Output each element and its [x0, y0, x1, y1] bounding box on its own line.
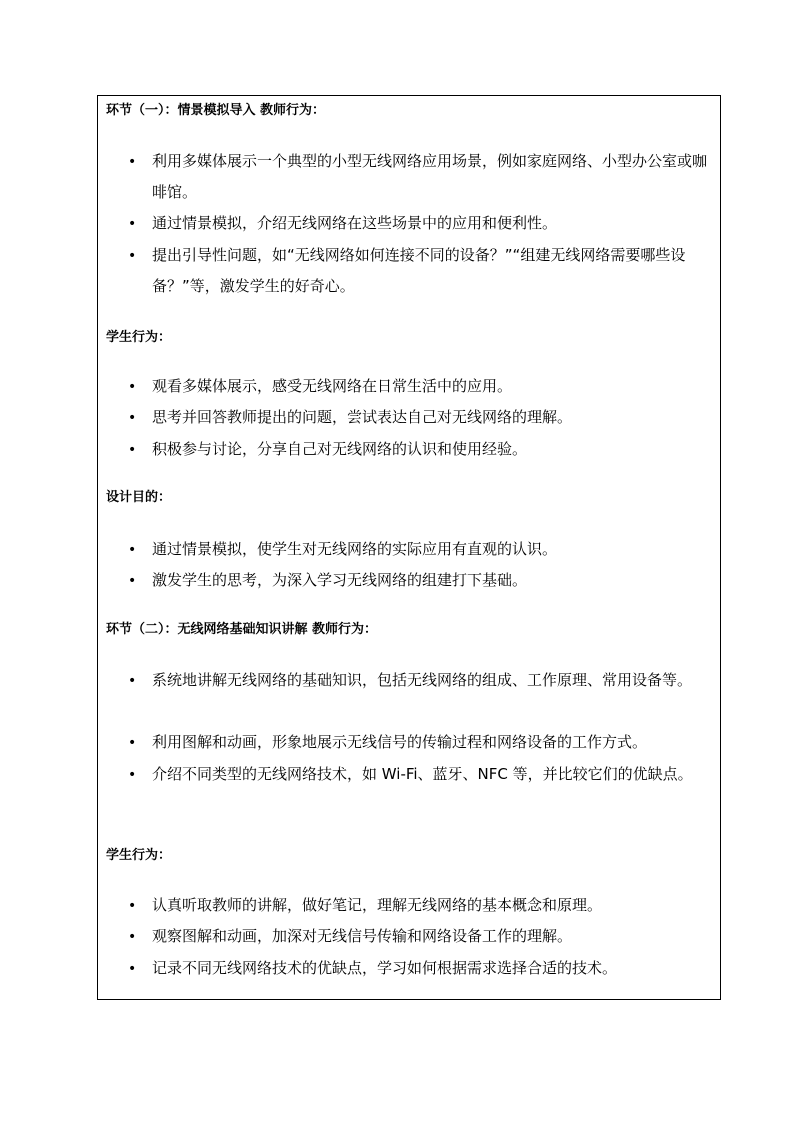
- bullet-icon: •: [128, 410, 137, 426]
- list-item: 利用图解和动画，形象地展示无线信号的传输过程和网络设备的工作方式。: [152, 733, 648, 751]
- bullet-icon: •: [128, 735, 137, 751]
- section-heading: 环节（二）：无线网络基础知识讲解 教师行为：: [106, 622, 378, 637]
- bullet-icon: •: [128, 216, 137, 232]
- bullet-icon: •: [128, 542, 137, 558]
- section-heading: 设计目的：: [106, 490, 172, 505]
- bullet-icon: •: [128, 379, 137, 395]
- list-item: 介绍不同类型的无线网络技术，如 Wi-Fi、蓝牙、NFC 等，并比较它们的优缺点。: [152, 765, 693, 783]
- list-item: 激发学生的思考，为深入学习无线网络的组建打下基础。: [152, 571, 528, 589]
- bullet-icon: •: [128, 154, 137, 170]
- bullet-icon: •: [128, 573, 137, 589]
- list-item: 思考并回答教师提出的问题，尝试表达自己对无线网络的理解。: [152, 408, 573, 426]
- list-item: 系统地讲解无线网络的基础知识，包括无线网络的组成、工作原理、常用设备等。: [152, 671, 693, 689]
- list-item: 利用多媒体展示一个典型的小型无线网络应用场景，例如家庭网络、小型办公室或咖啡馆。: [152, 152, 708, 201]
- bullet-icon: •: [128, 442, 137, 458]
- bullet-icon: •: [128, 961, 137, 977]
- bullet-icon: •: [128, 929, 137, 945]
- section-heading: 学生行为：: [106, 848, 172, 863]
- list-item: 观察图解和动画，加深对无线信号传输和网络设备工作的理解。: [152, 927, 573, 945]
- list-item: 记录不同无线网络技术的优缺点，学习如何根据需求选择合适的技术。: [152, 959, 618, 977]
- list-item: 通过情景模拟，介绍无线网络在这些场景中的应用和便利性。: [152, 214, 558, 232]
- list-item: 认真听取教师的讲解，做好笔记，理解无线网络的基本概念和原理。: [152, 896, 603, 914]
- list-item: 通过情景模拟，使学生对无线网络的实际应用有直观的认识。: [152, 540, 558, 558]
- bullet-icon: •: [128, 673, 137, 689]
- bullet-icon: •: [128, 898, 137, 914]
- bullet-icon: •: [128, 248, 137, 264]
- section-heading: 环节（一）：情景模拟导入 教师行为：: [106, 103, 326, 118]
- list-item: 提出引导性问题，如“无线网络如何连接不同的设备？”“组建无线网络需要哪些设备？”等，激发学生的好奇心。: [152, 246, 686, 295]
- bullet-icon: •: [128, 767, 137, 783]
- section-heading: 学生行为：: [106, 330, 172, 345]
- list-item: 积极参与讨论，分享自己对无线网络的认识和使用经验。: [152, 440, 528, 458]
- list-item: 观看多媒体展示，感受无线网络在日常生活中的应用。: [152, 377, 513, 395]
